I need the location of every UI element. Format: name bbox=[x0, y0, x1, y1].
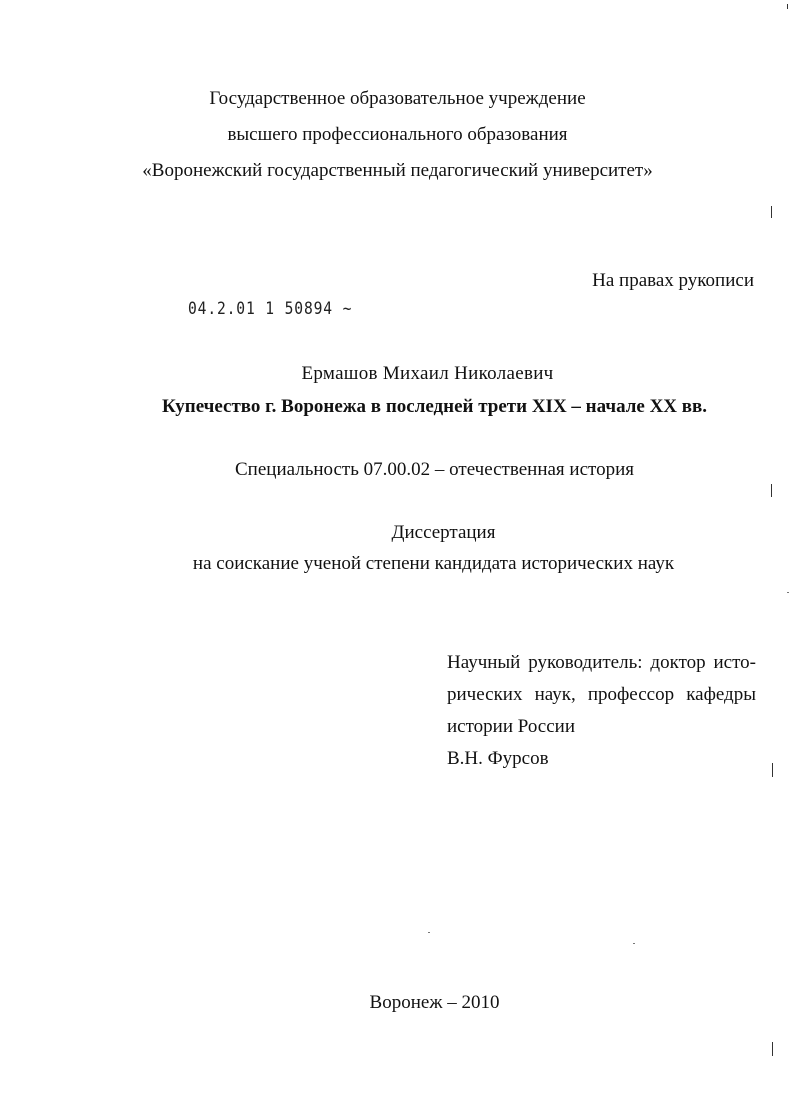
scan-mark bbox=[772, 1042, 773, 1056]
rights-note: На правах рукописи bbox=[592, 270, 754, 291]
dissertation-title: Купечество г. Воронежа в последней трети XIX – начале XX вв. bbox=[161, 396, 708, 417]
author-name: Ермашов Михаил Николаевич bbox=[301, 363, 554, 384]
supervisor-block bbox=[447, 647, 756, 775]
scan-dot bbox=[633, 943, 635, 944]
scan-mark bbox=[787, 4, 788, 9]
registration-stamp: 04.2.01 1 50894 ~ bbox=[188, 299, 353, 319]
city-year: Воронеж – 2010 bbox=[369, 992, 500, 1013]
supervisor-line-1: Научный руководитель: доктор исто- bbox=[447, 652, 756, 673]
scan-mark bbox=[771, 484, 772, 497]
supervisor-line-3: истории России bbox=[447, 716, 576, 737]
institution-line-3: «Воронежский государственный педагогический университет» bbox=[142, 160, 653, 181]
degree-line: на соискание ученой степени кандидата исторических наук bbox=[192, 553, 675, 574]
supervisor-line-2: рических наук, профессор кафедры bbox=[447, 684, 756, 705]
scan-dot bbox=[787, 592, 789, 593]
work-type: Диссертация bbox=[391, 522, 496, 543]
specialty-line: Специальность 07.00.02 – отечественная история bbox=[235, 459, 634, 480]
institution-line-1: Государственное образовательное учреждение bbox=[209, 88, 586, 109]
supervisor-name: В.Н. Фурсов bbox=[447, 748, 549, 769]
scan-mark bbox=[772, 763, 773, 777]
institution-line-2: высшего профессионального образования bbox=[227, 124, 568, 145]
scan-mark bbox=[771, 206, 772, 218]
scan-dot bbox=[428, 932, 430, 933]
